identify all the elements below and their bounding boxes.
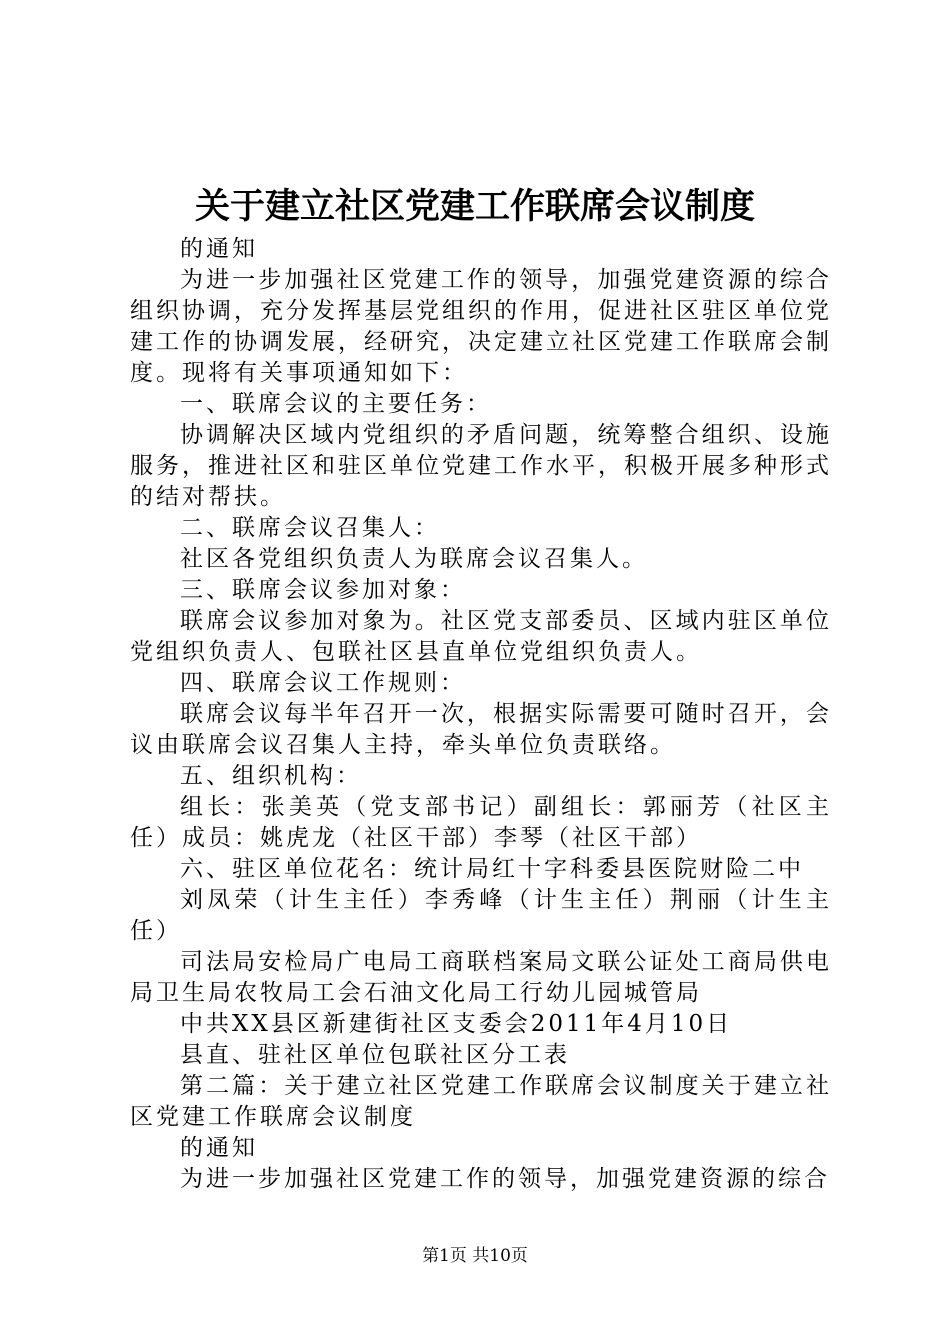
paragraph: 的通知: [180, 1135, 258, 1161]
paragraph: 为进一步加强社区党建工作的领导，加强党建资源的综合: [180, 1166, 830, 1192]
section-heading: 三、联席会议参加对象：: [180, 577, 466, 603]
paragraph: 第二篇：关于建立社区党建工作联席会议制度关于建立社区党建工作联席会议制度: [130, 1073, 832, 1130]
paragraph: 的通知: [180, 236, 258, 262]
paragraph: 县直、驻社区单位包联社区分工表: [180, 1042, 570, 1068]
paragraph: 组长：张美英（党支部书记）副组长：郭丽芳（社区主任）成员：姚虎龙（社区干部）李琴（社区干部）: [130, 794, 832, 851]
paragraph: 协调解决区域内党组织的矛盾问题，统筹整合组织、设施服务，推进社区和驻区单位党建工作水平，积极开展多种形式的结对帮扶。: [130, 422, 832, 510]
signature-line: 中共XX县区新建街社区支委会2011年4月10日: [180, 1011, 733, 1037]
paragraph: 司法局安检局广电局工商联档案局文联公证处工商局供电局卫生局农牧局工会石油文化局工行幼儿园城管局: [130, 949, 832, 1006]
section-heading: 四、联席会议工作规则：: [180, 670, 466, 696]
section-heading: 二、联席会议召集人：: [180, 515, 440, 541]
paragraph: 为进一步加强社区党建工作的领导，加强党建资源的综合组织协调，充分发挥基层党组织的作用，促进社区驻区单位党建工作的协调发展，经研究，决定建立社区党建工作联席会制度。现将有关事项通知如下：: [130, 267, 832, 386]
paragraph: 社区各党组织负责人为联席会议召集人。: [180, 546, 648, 572]
section-heading: 五、组织机构：: [180, 763, 362, 789]
page-number: 第1页 共10页: [422, 1246, 528, 1266]
paragraph: 联席会议每半年召开一次，根据实际需要可随时召开，会议由联席会议召集人主持，牵头单位负责联络。: [130, 701, 832, 758]
section-heading: 一、联席会议的主要任务：: [180, 391, 492, 417]
paragraph: 联席会议参加对象为。社区党支部委员、区域内驻区单位党组织负责人、包联社区县直单位党组织负责人。: [130, 608, 832, 665]
document-title: 关于建立社区党建工作联席会议制度: [194, 186, 755, 227]
section-heading: 六、驻区单位花名：统计局红十字科委县医院财险二中: [180, 856, 804, 882]
document-body: [130, 234, 832, 1195]
paragraph: 刘凤荣（计生主任）李秀峰（计生主任）荆丽（计生主任）: [130, 887, 832, 944]
